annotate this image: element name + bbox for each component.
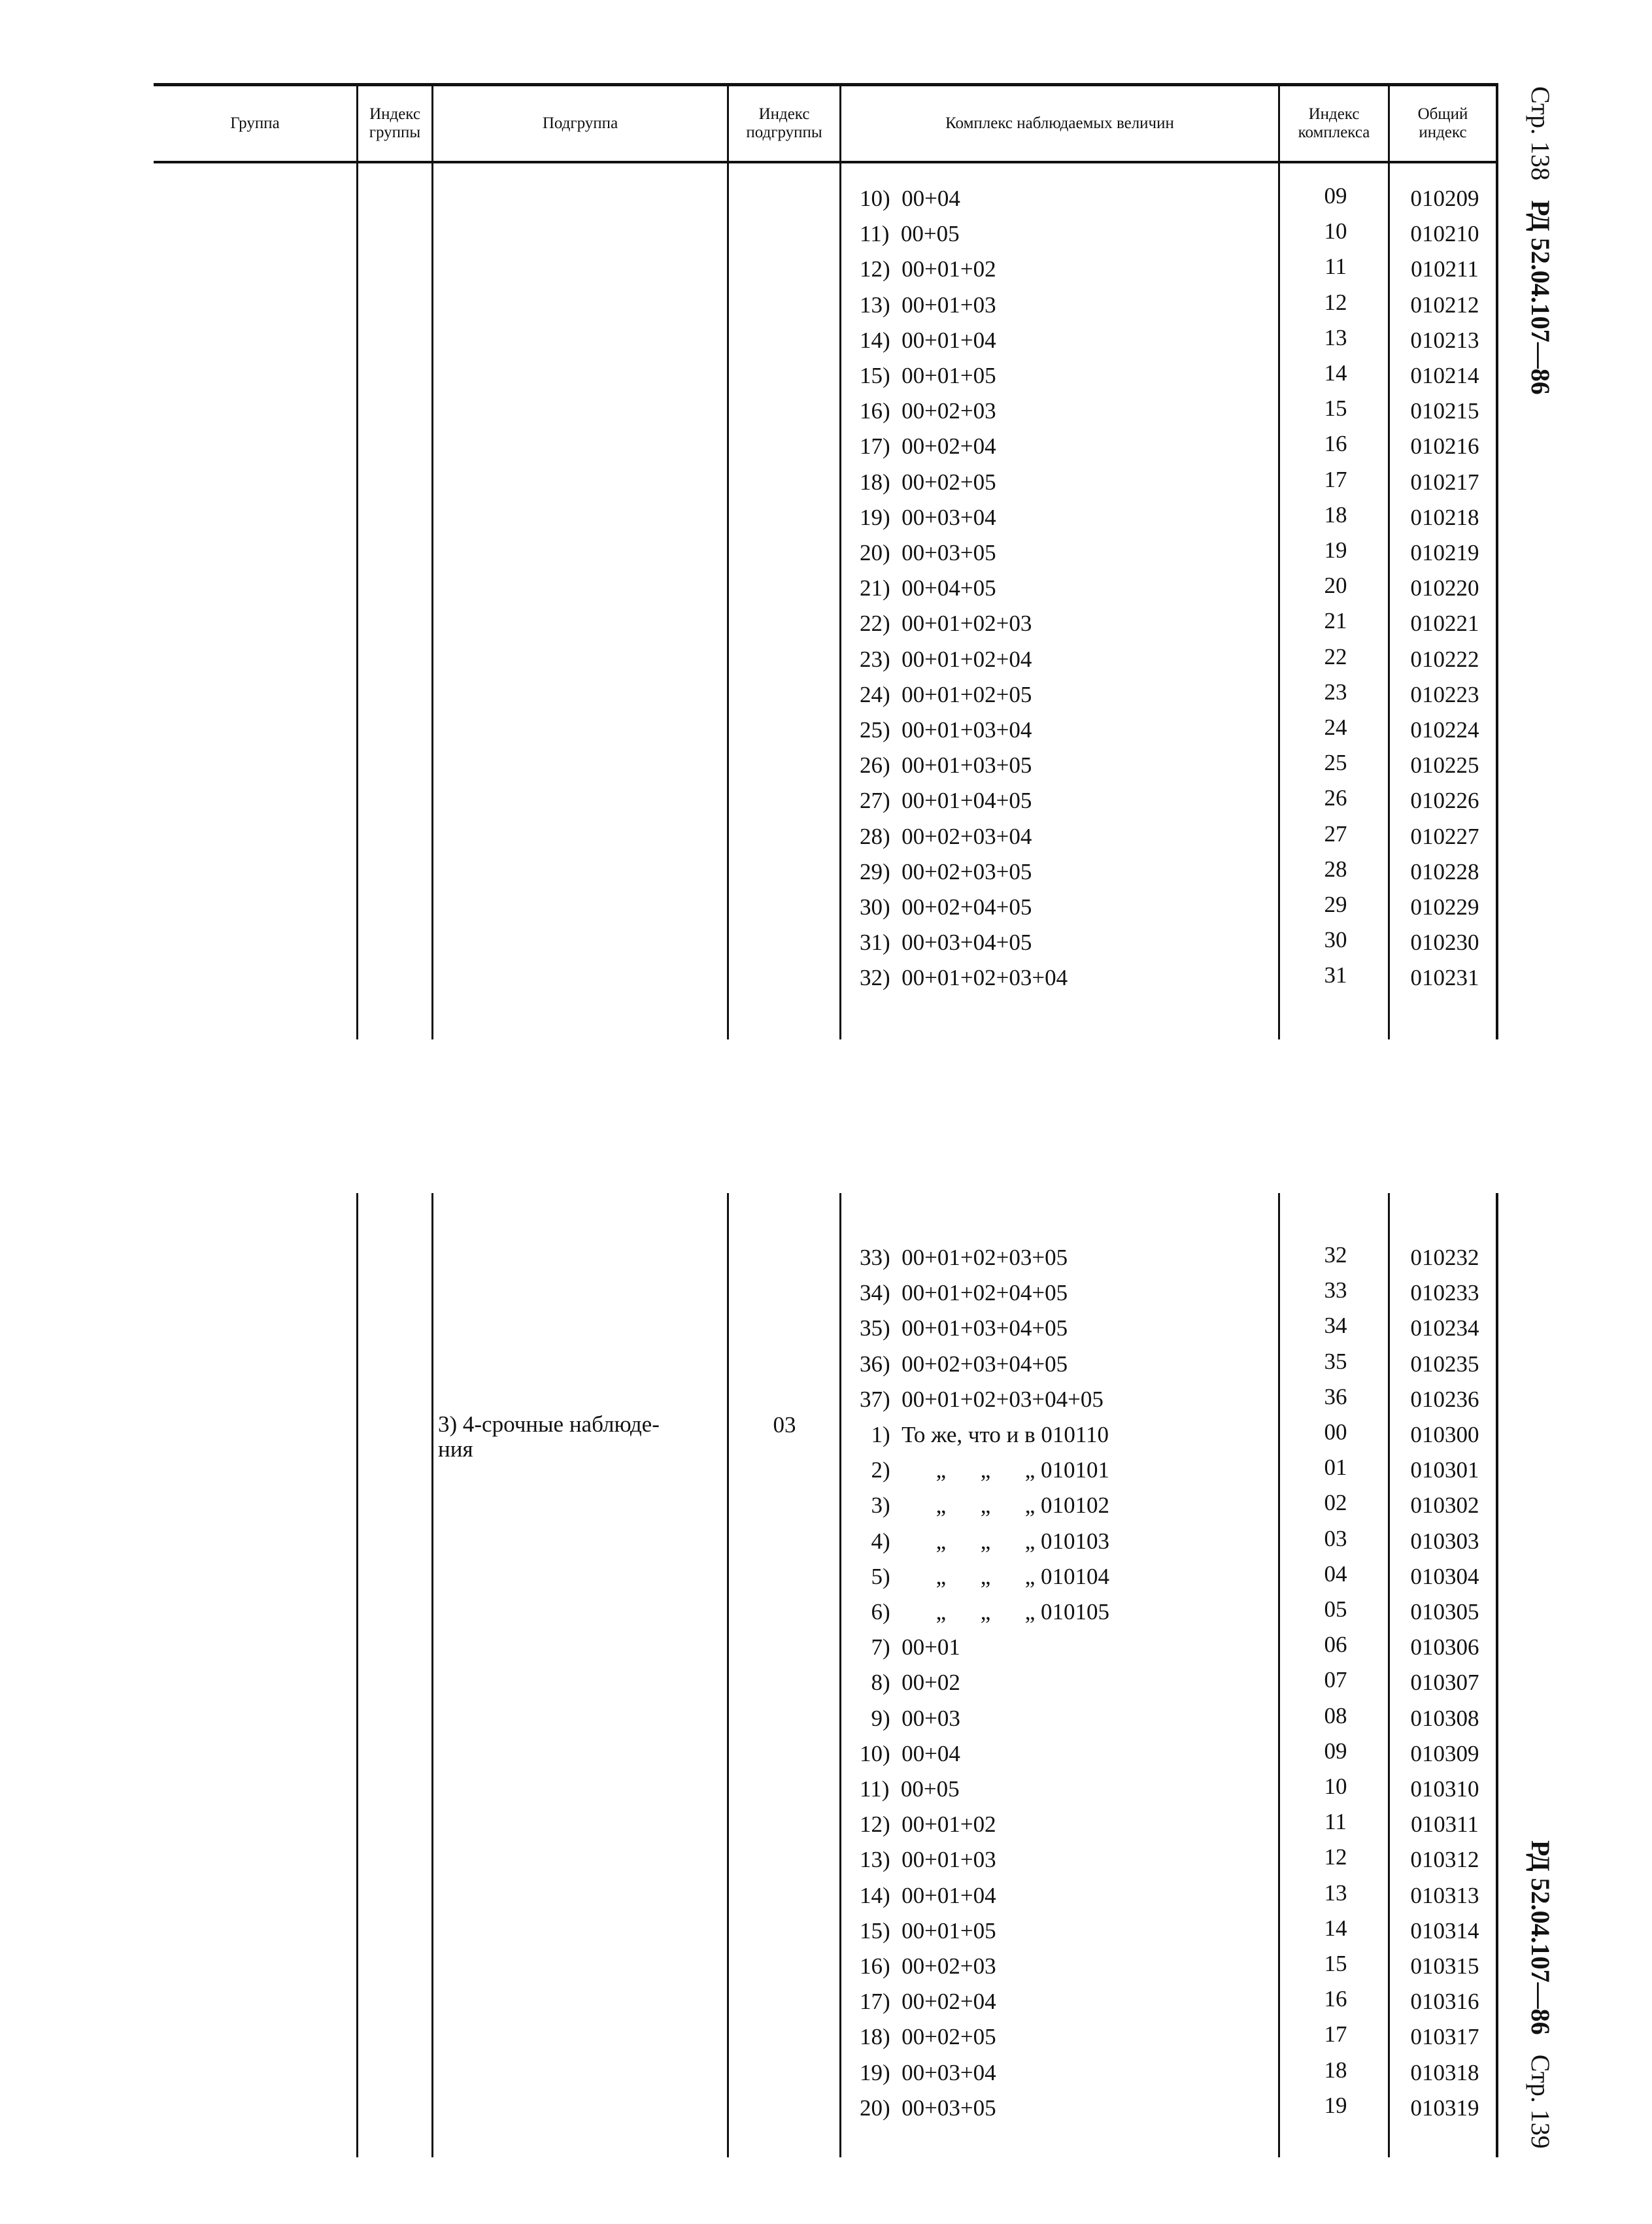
complex-index-cell: 01	[1324, 1455, 1347, 1481]
complex-index-cell: 08	[1324, 1702, 1347, 1728]
complex-cell: 7) 00+01	[860, 1634, 960, 1660]
complex-cell: 18) 00+02+05	[860, 2024, 996, 2050]
complex-index-cell: 26	[1324, 785, 1347, 811]
complex-index-cell: 18	[1324, 501, 1347, 528]
complex-cell: 1) То же, что и в 010110	[860, 1422, 1109, 1447]
subgroup-name: 3) 4-срочные наблюде- ния	[438, 1411, 660, 1462]
total-index-cell: 010211	[1411, 256, 1479, 282]
header-complex: Комплекс наблюдаемых величин	[945, 114, 1174, 132]
total-index-cell: 010301	[1410, 1457, 1479, 1483]
total-index-cell: 010302	[1410, 1492, 1479, 1519]
total-index-cell: 010300	[1410, 1422, 1479, 1447]
total-index-cell: 010305	[1410, 1599, 1479, 1625]
total-index-cell: 010311	[1411, 1811, 1479, 1838]
complex-cell: 10) 00+04	[860, 186, 960, 211]
col-line	[839, 1193, 841, 2157]
complex-cell: 16) 00+02+03	[860, 398, 996, 424]
complex-index-cell: 27	[1324, 820, 1347, 847]
total-index-cell: 010225	[1410, 752, 1479, 779]
complex-index-cell: 13	[1324, 1879, 1347, 1906]
header-sep	[1496, 83, 1498, 163]
total-index-cell: 010219	[1410, 540, 1479, 565]
complex-index-cell: 09	[1324, 183, 1347, 209]
total-index-cell: 010233	[1410, 1280, 1479, 1306]
complex-index-cell: 29	[1324, 892, 1347, 917]
complex-index-cell: 33	[1324, 1277, 1347, 1304]
complex-index-cell: 19	[1324, 537, 1347, 563]
total-index-cell: 010310	[1410, 1776, 1479, 1802]
complex-index-cell: 23	[1324, 679, 1347, 705]
total-index-cell: 010230	[1410, 930, 1479, 956]
complex-index-cell: 06	[1324, 1632, 1347, 1658]
complex-index-cell: 20	[1324, 573, 1347, 599]
complex-cell: 24) 00+01+02+05	[860, 681, 1032, 707]
complex-cell: 12) 00+01+02	[860, 1811, 996, 1838]
complex-index-cell: 18	[1324, 2057, 1347, 2083]
complex-index-cell: 14	[1324, 360, 1347, 386]
complex-cell: 11) 00+05	[860, 221, 960, 247]
complex-index-cell: 25	[1324, 750, 1347, 776]
complex-cell: 5) „ „ „ 010104	[860, 1563, 1110, 1589]
complex-cell: 14) 00+01+04	[860, 327, 996, 353]
subgroup-index: 03	[773, 1412, 796, 1438]
complex-cell: 23) 00+01+02+04	[860, 646, 1032, 672]
total-index-cell: 010227	[1410, 823, 1479, 849]
complex-cell: 14) 00+01+04	[860, 1882, 996, 1908]
total-index-cell: 010319	[1410, 2095, 1479, 2121]
total-index-cell: 010214	[1410, 363, 1479, 388]
header-bottom-rule	[154, 161, 1497, 163]
col-line	[431, 163, 433, 1039]
total-index-cell: 010226	[1410, 788, 1479, 814]
total-index-cell: 010312	[1410, 1847, 1479, 1873]
complex-cell: 17) 00+02+04	[860, 433, 996, 460]
total-index-cell: 010309	[1410, 1740, 1479, 1766]
header-group: Группа	[230, 114, 280, 132]
complex-cell: 13) 00+01+03	[860, 292, 996, 318]
complex-index-cell: 14	[1324, 1915, 1347, 1941]
total-index-cell: 010235	[1410, 1351, 1479, 1377]
complex-cell: 4) „ „ „ 010103	[860, 1528, 1110, 1554]
complex-index-cell: 04	[1324, 1560, 1347, 1587]
header-subgroup: Подгруппа	[542, 114, 618, 132]
complex-cell: 10) 00+04	[860, 1740, 960, 1766]
complex-cell: 16) 00+02+03	[860, 1953, 996, 1979]
side-title-bottom: РД 52.04.107—86 Стр. 139	[1526, 1840, 1555, 2149]
complex-index-cell: 15	[1324, 1951, 1347, 1976]
complex-cell: 29) 00+02+03+05	[860, 858, 1032, 885]
complex-index-cell: 07	[1324, 1667, 1347, 1693]
complex-cell: 15) 00+01+05	[860, 363, 996, 388]
total-index-cell: 010307	[1410, 1670, 1479, 1696]
complex-cell: 30) 00+02+04+05	[860, 894, 1032, 920]
complex-index-cell: 09	[1324, 1738, 1347, 1764]
total-index-cell: 010318	[1410, 2059, 1479, 2085]
total-index-cell: 010224	[1410, 717, 1479, 743]
col-line	[431, 1193, 433, 2157]
total-index-cell: 010317	[1410, 2024, 1479, 2050]
complex-cell: 21) 00+04+05	[860, 575, 996, 601]
total-index-cell: 010232	[1410, 1245, 1479, 1270]
complex-cell: 32) 00+01+02+03+04	[860, 965, 1068, 991]
complex-index-cell: 00	[1324, 1419, 1347, 1445]
header-complex-index: Индекс комплекса	[1298, 105, 1370, 141]
total-index-cell: 010236	[1410, 1386, 1479, 1412]
complex-cell: 9) 00+03	[860, 1705, 960, 1731]
complex-cell: 26) 00+01+03+05	[860, 752, 1032, 779]
total-index-cell: 010220	[1410, 575, 1479, 601]
complex-cell: 2) „ „ „ 010101	[860, 1457, 1110, 1483]
complex-index-cell: 34	[1324, 1313, 1347, 1339]
complex-cell: 22) 00+01+02+03	[860, 611, 1032, 637]
total-index-cell: 010217	[1410, 469, 1479, 495]
complex-cell: 8) 00+02	[860, 1670, 960, 1696]
complex-cell: 15) 00+01+05	[860, 1917, 996, 1944]
total-index-cell: 010210	[1410, 221, 1479, 247]
complex-index-cell: 12	[1324, 1844, 1347, 1870]
col-line	[356, 163, 358, 1039]
header-total-index: Общий индекс	[1417, 105, 1468, 141]
complex-index-cell: 11	[1324, 1809, 1347, 1835]
total-index-cell: 010231	[1410, 965, 1479, 991]
col-line	[839, 163, 841, 1039]
total-index-cell: 010308	[1410, 1705, 1479, 1731]
complex-index-cell: 10	[1324, 1774, 1347, 1799]
total-index-cell: 010303	[1410, 1528, 1479, 1554]
complex-cell: 36) 00+02+03+04+05	[860, 1351, 1068, 1377]
complex-index-cell: 32	[1324, 1242, 1347, 1268]
complex-cell: 12) 00+01+02	[860, 256, 996, 282]
complex-index-cell: 36	[1324, 1383, 1347, 1409]
total-index-cell: 010222	[1410, 646, 1479, 672]
complex-index-cell: 11	[1324, 254, 1347, 280]
complex-index-cell: 30	[1324, 927, 1347, 953]
total-index-cell: 010209	[1410, 186, 1479, 211]
complex-cell: 25) 00+01+03+04	[860, 717, 1032, 743]
header-subgroup-index: Индекс подгруппы	[746, 105, 822, 141]
total-index-cell: 010315	[1410, 1953, 1479, 1979]
complex-cell: 3) „ „ „ 010102	[860, 1492, 1110, 1519]
total-index-cell: 010316	[1410, 1989, 1479, 2015]
complex-cell: 31) 00+03+04+05	[860, 930, 1032, 956]
total-index-cell: 010229	[1410, 894, 1479, 920]
complex-index-cell: 21	[1324, 608, 1347, 634]
total-index-cell: 010228	[1410, 858, 1479, 885]
complex-cell: 19) 00+03+04	[860, 504, 996, 530]
complex-cell: 20) 00+03+05	[860, 2095, 996, 2121]
complex-index-cell: 13	[1324, 324, 1347, 350]
complex-cell: 11) 00+05	[860, 1776, 960, 1802]
col-line	[727, 163, 729, 1039]
complex-cell: 18) 00+02+05	[860, 469, 996, 495]
col-line	[727, 1193, 729, 2157]
complex-cell: 28) 00+02+03+04	[860, 823, 1032, 849]
total-index-cell: 010223	[1410, 681, 1479, 707]
total-index-cell: 010304	[1410, 1563, 1479, 1589]
complex-cell: 6) „ „ „ 010105	[860, 1599, 1110, 1625]
complex-index-cell: 02	[1324, 1490, 1347, 1516]
total-index-cell: 010221	[1410, 611, 1479, 637]
total-index-cell: 010234	[1410, 1315, 1479, 1341]
complex-cell: 20) 00+03+05	[860, 540, 996, 565]
total-index-cell: 010213	[1410, 327, 1479, 353]
complex-index-cell: 17	[1324, 466, 1347, 492]
complex-index-cell: 28	[1324, 856, 1347, 882]
complex-cell: 19) 00+03+04	[860, 2059, 996, 2085]
complex-index-cell: 16	[1324, 431, 1347, 457]
col-line	[356, 1193, 358, 2157]
complex-cell: 17) 00+02+04	[860, 1989, 996, 2015]
total-index-cell: 010212	[1410, 292, 1479, 318]
side-title-top: Стр. 138 РД 52.04.107—86	[1526, 86, 1555, 395]
complex-index-cell: 22	[1324, 643, 1347, 669]
complex-index-cell: 17	[1324, 2021, 1347, 2047]
header-group-index: Индекс группы	[369, 105, 421, 141]
complex-index-cell: 35	[1324, 1348, 1347, 1374]
complex-cell: 27) 00+01+04+05	[860, 788, 1032, 814]
complex-index-cell: 05	[1324, 1596, 1347, 1622]
complex-cell: 34) 00+01+02+04+05	[860, 1280, 1068, 1306]
total-index-cell: 010314	[1410, 1917, 1479, 1944]
complex-cell: 33) 00+01+02+03+05	[860, 1245, 1068, 1270]
complex-cell: 35) 00+01+03+04+05	[860, 1315, 1068, 1341]
complex-cell: 37) 00+01+02+03+04+05	[860, 1386, 1104, 1412]
complex-index-cell: 15	[1324, 396, 1347, 422]
complex-index-cell: 24	[1324, 715, 1347, 740]
complex-cell: 13) 00+01+03	[860, 1847, 996, 1873]
complex-index-cell: 16	[1324, 1986, 1347, 2012]
total-index-cell: 010215	[1410, 398, 1479, 424]
total-index-cell: 010218	[1410, 504, 1479, 530]
complex-index-cell: 31	[1324, 962, 1347, 988]
complex-index-cell: 19	[1324, 2092, 1347, 2118]
total-index-cell: 010306	[1410, 1634, 1479, 1660]
complex-index-cell: 10	[1324, 218, 1347, 244]
total-index-cell: 010216	[1410, 433, 1479, 460]
total-index-cell: 010313	[1410, 1882, 1479, 1908]
complex-index-cell: 03	[1324, 1525, 1347, 1551]
complex-index-cell: 12	[1324, 289, 1347, 315]
